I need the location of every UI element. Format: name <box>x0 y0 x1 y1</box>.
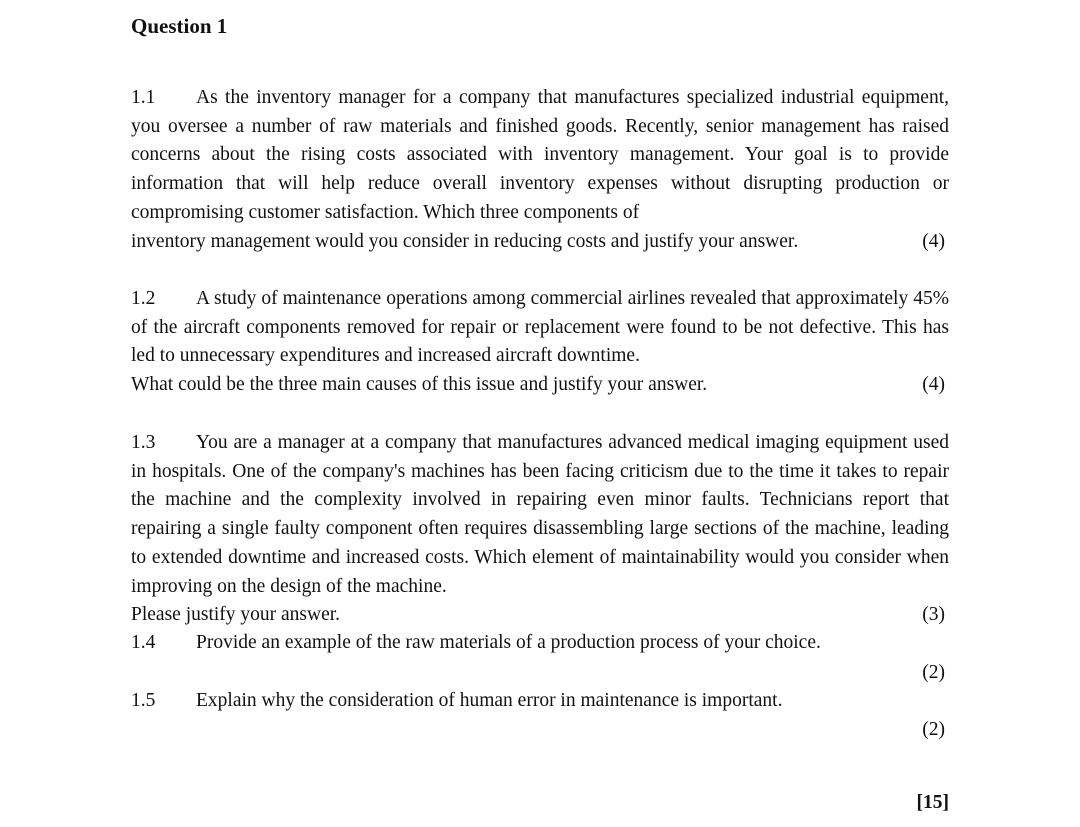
question-1-1 <box>131 84 949 256</box>
question-last-line <box>131 228 949 257</box>
question-number: 1.1 <box>131 87 156 108</box>
question-number: 1.3 <box>131 432 156 453</box>
question-text: Explain why the consideration of human error in maintenance is important. <box>196 690 783 711</box>
question-text: A study of maintenance operations among commercial airlines revealed that approximately 45% of the aircraft components removed for repair or replacement were found to be not defective. This has led to unnecessary expenditures and increased aircraft downtime. <box>131 288 949 367</box>
question-title: Question 1 <box>131 14 228 38</box>
question-text: Provide an example of the raw materials of a production process of your choice. <box>196 632 821 653</box>
question-number: 1.2 <box>131 288 156 309</box>
question-1-5 <box>131 687 949 716</box>
question-text-end: inventory management would you consider in reducing costs and justify your answer. <box>131 230 799 252</box>
question-1-2 <box>131 285 949 400</box>
question-1-4 <box>131 629 949 658</box>
question-marks: (4) <box>922 230 945 252</box>
question-marks: (3) <box>922 604 945 626</box>
question-text-end: Please justify your answer. <box>131 604 341 626</box>
question-1-5-marks: (2) <box>922 719 945 740</box>
question-text: As the inventory manager for a company that manufactures specialized industrial equipment, you oversee a number of raw materials and finished goods. Recently, senior management has raised concerns about the rising costs associated with inventory management. Your goal is to provide information that will help reduce overall inventory expenses without disrupting production or compromising customer satisfaction. Which three components of <box>131 87 949 223</box>
question-last-line <box>131 601 949 630</box>
question-1-3 <box>131 429 949 630</box>
question-1-4-marks: (2) <box>922 662 945 683</box>
question-number: 1.5 <box>131 690 156 711</box>
question-text-end: What could be the three main causes of this issue and justify your answer. <box>131 374 708 396</box>
question-marks: (4) <box>922 374 945 396</box>
question-text: You are a manager at a company that manufactures advanced medical imaging equipment used in hospitals. One of the company's machines has been facing criticism due to the time it takes to repair the machine and the complexity involved in repairing even minor faults. Technicians report that repairing a single faulty component often requires disassembling large sections of the machine, leading to extended downtime and increased costs. Which element of maintainability would you consider when improving on the design of the machine. <box>131 432 949 597</box>
question-number: 1.4 <box>131 632 156 653</box>
question-last-line <box>131 371 949 400</box>
total-marks: [15] <box>916 792 949 813</box>
